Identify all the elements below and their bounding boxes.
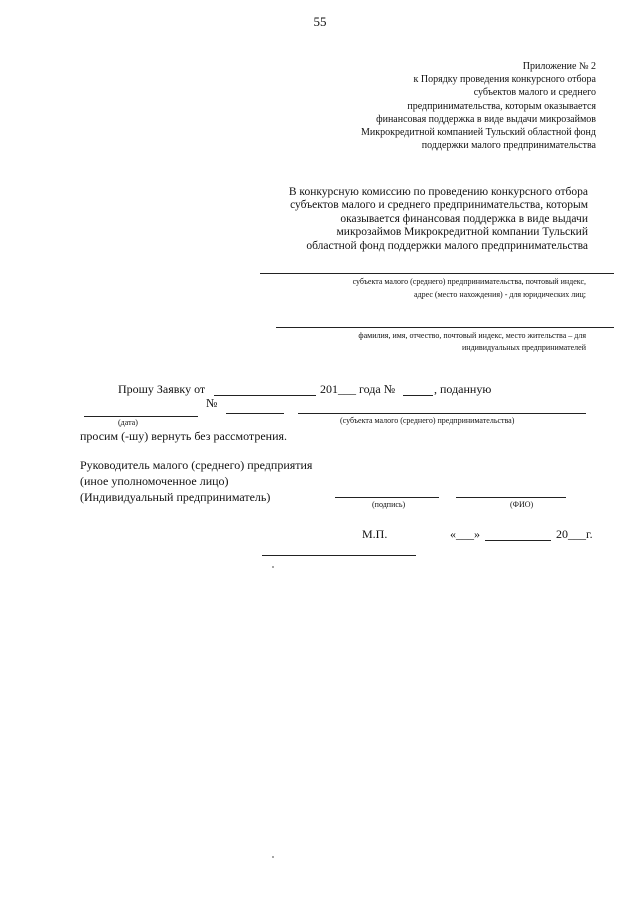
appendix-line: поддержки малого предпринимательства	[421, 140, 596, 152]
sign-date-day: «___»	[450, 527, 480, 541]
signatory-title-3: (Индивидуальный предприниматель)	[80, 490, 271, 504]
scan-speck	[272, 566, 274, 568]
appendix-line: Приложение № 2	[522, 61, 596, 72]
appendix-line: субъектов малого и среднего	[473, 87, 596, 99]
addressee-line: субъектов малого и среднего предпринимательства, которым	[290, 199, 588, 212]
appendix-line: предпринимательства, которым оказывается	[407, 100, 596, 112]
addressee-block	[248, 186, 588, 253]
appendix-line: Микрокредитной компанией Тульский областной фонд	[361, 127, 596, 139]
sign-date-month-field[interactable]	[485, 540, 551, 541]
applicant-legal-entity-caption-2: адрес (место нахождения) - для юридических лиц;	[413, 290, 586, 299]
signature-caption: (подпись)	[372, 500, 406, 509]
applicant-individual-caption-2: индивидуальных предпринимателей	[462, 343, 586, 352]
addressee-line: оказывается финансовая поддержка в виде выдачи	[340, 212, 588, 225]
request-suffix: , поданную	[434, 382, 492, 396]
signature-field[interactable]	[335, 497, 439, 498]
applicant-individual-field[interactable]	[276, 327, 614, 328]
stamp-place-label: М.П.	[362, 527, 388, 541]
appendix-line: финансовая поддержка в виде выдачи микрозаймов	[376, 113, 596, 125]
applicant-legal-entity-field[interactable]	[260, 273, 614, 274]
return-request-text: просим (-шу) вернуть без рассмотрения.	[80, 429, 288, 443]
subject-field[interactable]	[298, 413, 586, 414]
request-number-label: №	[206, 396, 218, 410]
full-name-field[interactable]	[456, 497, 566, 498]
signatory-title-1: Руководитель малого (среднего) предприятия	[80, 458, 313, 472]
appendix-line: к Порядку проведения конкурсного отбора	[413, 74, 596, 86]
bottom-signature-line	[262, 555, 416, 556]
date-caption: (дата)	[118, 418, 138, 427]
request-year: 201___ года №	[320, 382, 396, 396]
subject-caption: (субъекта малого (среднего) предпринимательства)	[340, 416, 515, 425]
addressee-line: областной фонд поддержки малого предпринимательства	[306, 239, 588, 252]
sign-date-year: 20___г.	[556, 527, 593, 541]
addressee-line: В конкурсную комиссию по проведению конкурсного отбора	[288, 186, 588, 198]
page-number: 55	[313, 14, 327, 29]
addressee-line: микрозаймов Микрокредитной компании Тульский	[336, 226, 588, 239]
application-number-field[interactable]	[403, 395, 433, 396]
applicant-individual-caption-1: фамилия, имя, отчество, почтовый индекс, место жительства – для	[358, 331, 586, 340]
scan-speck	[272, 856, 274, 858]
application-date-field[interactable]	[214, 395, 316, 396]
request-prefix: Прошу Заявку от	[118, 382, 206, 396]
full-name-caption: (ФИО)	[510, 500, 534, 509]
number-field[interactable]	[226, 413, 284, 414]
signatory-title-2: (иное уполномоченное лицо)	[80, 474, 229, 488]
applicant-legal-entity-caption-1: субъекта малого (среднего) предпринимательства, почтовый индекс,	[352, 277, 586, 286]
date-field[interactable]	[84, 416, 198, 417]
appendix-header	[296, 60, 596, 152]
